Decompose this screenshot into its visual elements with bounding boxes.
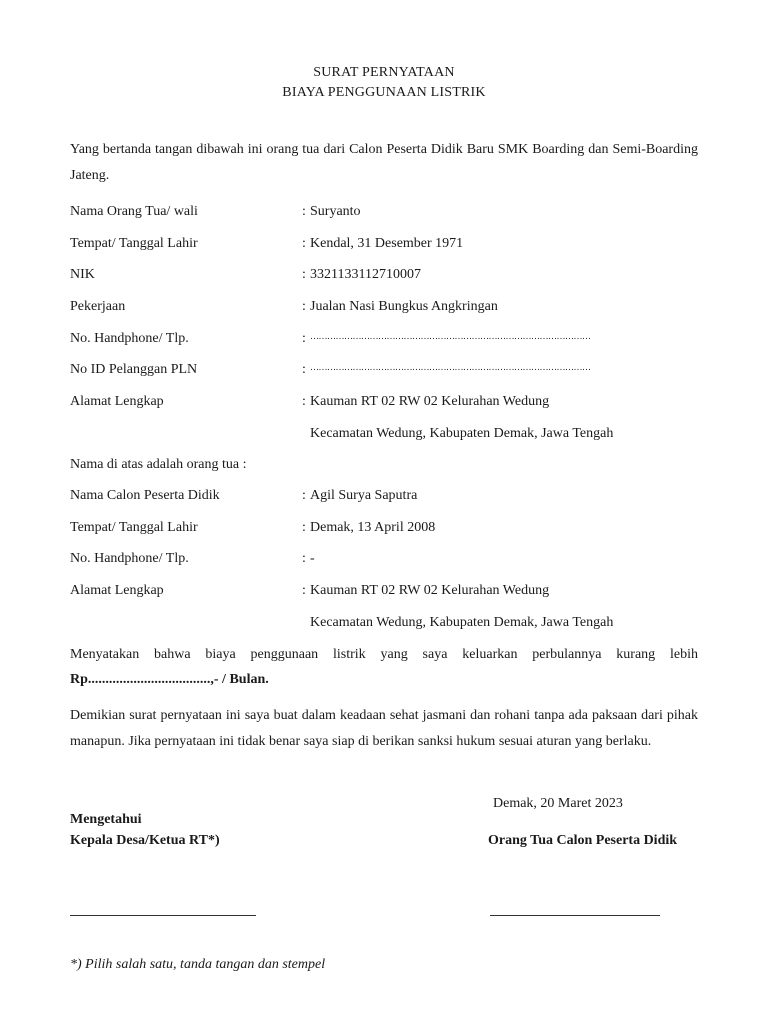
field-value: Kendal, 31 Desember 1971 [310,236,464,251]
field-label: Tempat/ Tanggal Lahir [70,520,198,535]
field-colon: : [302,362,306,377]
field-label: No. Handphone/ Tlp. [70,331,189,346]
field-colon: : [302,488,306,503]
field-colon: : [302,236,306,251]
field-value: ……………………………………………………………………………………… [310,331,591,341]
left-sign-line1: Mengetahui [70,812,142,827]
field-value: - [310,551,315,566]
field-value: Jualan Nasi Bungkus Angkringan [310,299,498,314]
footnote: *) Pilih salah satu, tanda tangan dan stempel [70,957,326,972]
field-value: Demak, 13 April 2008 [310,520,436,535]
field-label: Tempat/ Tanggal Lahir [70,236,198,251]
left-sign-line2: Kepala Desa/Ketua RT*) [70,833,220,848]
field-colon: : [302,583,306,598]
address-line-2: Kecamatan Wedung, Kabupaten Demak, Jawa Tengah [310,426,614,441]
field-label: Pekerjaan [70,299,126,314]
field-colon: : [302,267,306,282]
field-label: Nama Calon Peserta Didik [70,488,220,503]
field-value: Suryanto [310,204,361,219]
field-label: Alamat Lengkap [70,394,164,409]
closing-paragraph: Demikian surat pernyataan ini saya buat dalam keadaan sehat jasmani dan rohani tanpa ada paksaan dari pihak manapun. Jika pernyataan ini tidak benar saya siap di berikan sanksi hukum sesuai aturan yang berlaku. [70,708,698,749]
field-label: Alamat Lengkap [70,583,164,598]
place-date: Demak, 20 Maret 2023 [493,796,623,811]
field-value: Agil Surya Saputra [310,488,418,503]
field-label: No. Handphone/ Tlp. [70,551,189,566]
field-colon: : [302,331,306,346]
field-colon: : [302,520,306,535]
right-signature-line [490,915,660,916]
field-label: NIK [70,267,95,282]
field-colon: : [302,204,306,219]
intro-paragraph: Yang bertanda tangan dibawah ini orang tua dari Calon Peserta Didik Baru SMK Boarding dan Semi-Boarding Jateng. [70,142,698,183]
document-title: SURAT PERNYATAAN [313,65,455,80]
field-value: 3321133112710007 [310,267,421,282]
child-intro: Nama di atas adalah orang tua : [70,457,247,472]
field-value: ……………………………………………………………………………………… [310,362,591,372]
left-signature-line [70,915,256,916]
field-colon: : [302,299,306,314]
field-label: No ID Pelanggan PLN [70,362,198,377]
field-colon: : [302,551,306,566]
statement-amount: Rp...................................,- / Bulan. [70,672,269,687]
document-subtitle: BIAYA PENGGUNAAN LISTRIK [282,85,486,100]
field-colon: : [302,394,306,409]
field-label: Nama Orang Tua/ wali [70,204,198,219]
field-value: Kauman RT 02 RW 02 Kelurahan Wedung [310,583,550,598]
right-sign-title: Orang Tua Calon Peserta Didik [488,833,678,848]
statement-text: Menyatakan bahwa biaya penggunaan listrik yang saya keluarkan perbulannya kurang lebih [70,647,698,662]
field-value: Kauman RT 02 RW 02 Kelurahan Wedung [310,394,550,409]
address-line-2: Kecamatan Wedung, Kabupaten Demak, Jawa Tengah [310,615,614,630]
